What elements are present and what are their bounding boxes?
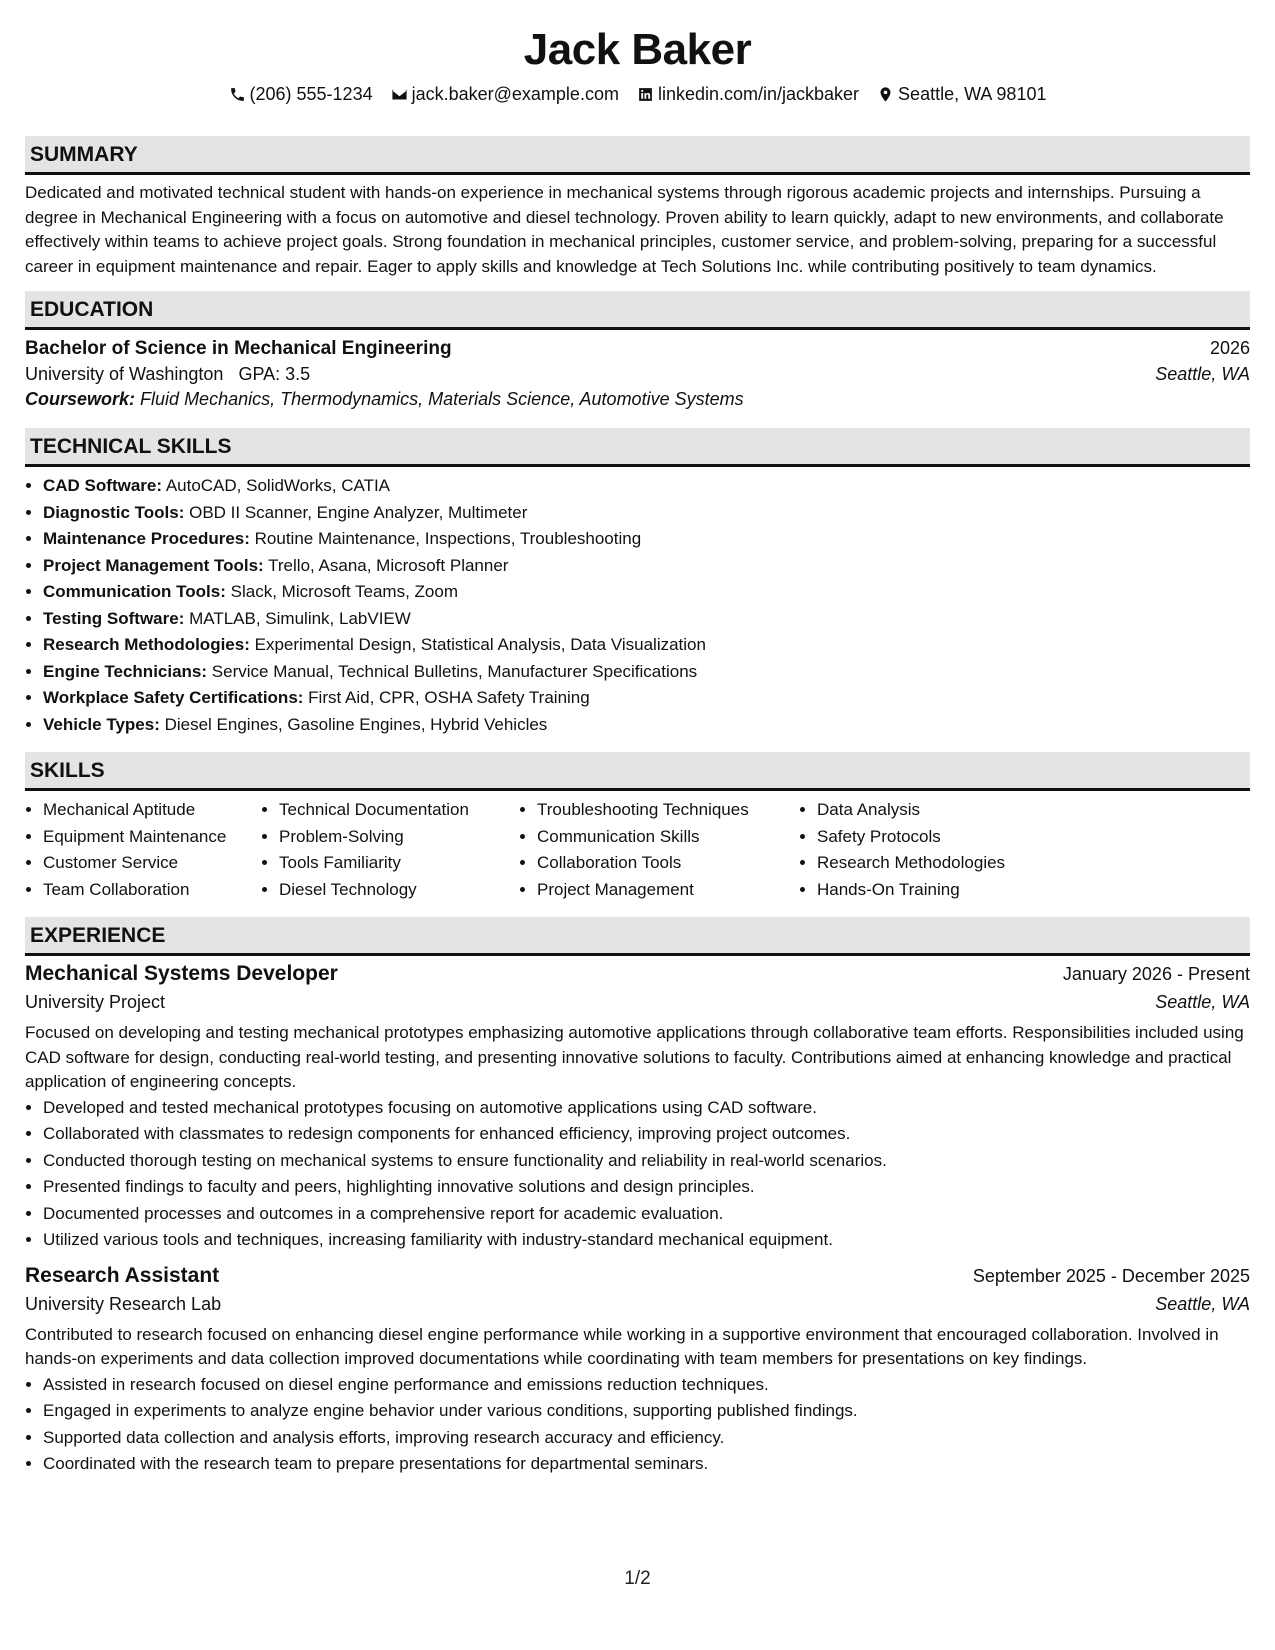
skill-category: Project Management Tools: bbox=[43, 555, 264, 575]
skill-category: Workplace Safety Certifications: bbox=[43, 688, 304, 707]
list-item bbox=[43, 526, 1250, 553]
skill-values: OBD II Scanner, Engine Analyzer, Multimeter bbox=[189, 502, 528, 522]
contact-bar bbox=[25, 82, 1250, 106]
list-item: • Presented findings to faculty and peers, highlighting innovative solutions and design principles. bbox=[43, 1174, 1250, 1201]
skill-values: Service Manual, Technical Bulletins, Manufacturer Specifications bbox=[211, 661, 698, 681]
job-description: Contributed to research focused on enhancing diesel engine performance while working in a supportive environment that encouraged collaboration. Involved in hands-on experiments and data collection improved documentations while coordinating with team members for presentations on key findings. bbox=[25, 1324, 1219, 1368]
skill-category: CAD Software: bbox=[43, 476, 163, 495]
list-item: • Conducted thorough testing on mechanical systems to ensure functionality and reliability in real-world scenarios. bbox=[43, 1148, 1250, 1175]
gpa: GPA: 3.5 bbox=[238, 364, 311, 384]
list-item: • Supported data collection and analysis efforts, improving research accuracy and efficiency. bbox=[43, 1425, 1250, 1452]
skill-category: Communication Tools: bbox=[43, 582, 226, 601]
resume-page bbox=[25, 0, 1250, 1478]
skills-grid bbox=[25, 797, 1250, 903]
education-degree-row bbox=[25, 338, 1250, 360]
list-item: • Collaborated with classmates to redesign components for enhanced efficiency, improving project outcomes. bbox=[43, 1121, 1250, 1148]
skill-values: Experimental Design, Statistical Analysis, Data Visualization bbox=[254, 635, 706, 654]
candidate-name: Jack Baker bbox=[523, 25, 752, 74]
job-org-row bbox=[25, 1294, 1250, 1315]
education-school-row bbox=[25, 364, 1250, 385]
contact-phone bbox=[229, 82, 373, 106]
location-text: Seattle, WA 98101 bbox=[898, 84, 1047, 104]
job-entry bbox=[25, 962, 1250, 1254]
job-title: Research Assistant bbox=[25, 1263, 220, 1287]
contact-linkedin[interactable] bbox=[637, 82, 859, 106]
list-item: • Developed and tested mechanical prototypes focusing on automotive applications using CAD software. bbox=[43, 1095, 1250, 1122]
skills-column-2 bbox=[261, 797, 519, 903]
job-organization: University Research Lab bbox=[25, 1293, 222, 1314]
list-item: • Tools Familiarity bbox=[279, 850, 519, 877]
skill-values: Trello, Asana, Microsoft Planner bbox=[268, 555, 509, 575]
list-item: • Collaboration Tools bbox=[537, 850, 799, 877]
list-item: • Communication Skills bbox=[537, 824, 799, 851]
list-item: • Research Methodologies bbox=[817, 850, 1077, 877]
coursework-list: Fluid Mechanics, Thermodynamics, Materials Science, Automotive Systems bbox=[140, 389, 744, 409]
envelope-icon bbox=[391, 86, 408, 103]
list-item: • Team Collaboration bbox=[43, 877, 261, 904]
skills-column-3 bbox=[519, 797, 799, 903]
email-text: jack.baker@example.com bbox=[411, 84, 619, 104]
list-item: • Utilized various tools and techniques, increasing familiarity with industry-standard mechanical equipment. bbox=[43, 1227, 1250, 1254]
technical-skills-list bbox=[25, 473, 1250, 738]
list-item bbox=[43, 473, 1250, 500]
job-title: Mechanical Systems Developer bbox=[25, 962, 338, 985]
skill-values: MATLAB, Simulink, LabVIEW bbox=[189, 608, 411, 628]
job-bullets bbox=[25, 1095, 1250, 1254]
phone-icon bbox=[229, 86, 246, 103]
list-item bbox=[43, 606, 1250, 633]
job-dates: September 2025 - December 2025 bbox=[972, 1265, 1250, 1286]
school-name: University of Washington bbox=[25, 364, 224, 384]
job-bullets bbox=[25, 1372, 1250, 1478]
section-heading-experience: EXPERIENCE bbox=[25, 917, 1250, 956]
contact-email[interactable] bbox=[391, 82, 619, 106]
linkedin-icon bbox=[637, 86, 654, 103]
job-dates: January 2026 - Present bbox=[1062, 964, 1250, 984]
list-item: • Documented processes and outcomes in a comprehensive report for academic evaluation. bbox=[43, 1201, 1250, 1228]
skill-category: Testing Software: bbox=[43, 608, 185, 628]
skill-values: Routine Maintenance, Inspections, Troubleshooting bbox=[254, 529, 642, 548]
list-item bbox=[43, 579, 1250, 606]
coursework-line bbox=[25, 389, 1250, 410]
list-item: • Diesel Technology bbox=[279, 877, 519, 904]
list-item: • Assisted in research focused on diesel engine performance and emissions reduction techniques. bbox=[43, 1372, 1250, 1399]
skills-column-1 bbox=[25, 797, 261, 903]
list-item: • Data Analysis bbox=[817, 797, 1077, 824]
list-item bbox=[43, 712, 1250, 739]
degree-title: Bachelor of Science in Mechanical Engineering bbox=[25, 338, 452, 359]
school-location: Seattle, WA bbox=[1155, 364, 1250, 384]
phone-text: (206) 555-1234 bbox=[249, 84, 373, 104]
list-item bbox=[43, 685, 1250, 712]
list-item: • Mechanical Aptitude bbox=[43, 797, 261, 824]
skill-values: Slack, Microsoft Teams, Zoom bbox=[230, 582, 458, 601]
skill-values: AutoCAD, SolidWorks, CATIA bbox=[165, 476, 391, 495]
coursework-label: Coursework: bbox=[25, 389, 136, 409]
job-location: Seattle, WA bbox=[1155, 1293, 1250, 1314]
page-number: 1/2 bbox=[624, 1568, 651, 1589]
linkedin-text: linkedin.com/in/jackbaker bbox=[657, 84, 860, 104]
job-organization: University Project bbox=[25, 992, 166, 1012]
skill-category: Vehicle Types: bbox=[43, 714, 160, 734]
section-heading-summary: SUMMARY bbox=[25, 136, 1250, 175]
skill-category: Engine Technicians: bbox=[43, 661, 208, 681]
section-heading-education: EDUCATION bbox=[25, 291, 1250, 330]
list-item: • Customer Service bbox=[43, 850, 261, 877]
list-item: • Project Management bbox=[537, 877, 799, 904]
job-org-row bbox=[25, 992, 1250, 1013]
section-heading-skills: SKILLS bbox=[25, 752, 1250, 791]
list-item: • Hands-On Training bbox=[817, 877, 1077, 904]
skill-category: Diagnostic Tools: bbox=[43, 502, 185, 522]
list-item: • Safety Protocols bbox=[817, 824, 1077, 851]
list-item: • Problem-Solving bbox=[279, 824, 519, 851]
graduation-year: 2026 bbox=[1209, 338, 1250, 358]
list-item: • Troubleshooting Techniques bbox=[537, 797, 799, 824]
list-item bbox=[43, 500, 1250, 527]
list-item bbox=[43, 632, 1250, 659]
list-item: • Coordinated with the research team to prepare presentations for departmental seminars. bbox=[43, 1451, 1250, 1478]
section-heading-technical-skills: TECHNICAL SKILLS bbox=[25, 428, 1250, 467]
list-item bbox=[43, 659, 1250, 686]
map-pin-icon bbox=[877, 86, 894, 103]
job-entry bbox=[25, 1264, 1250, 1478]
skill-values: First Aid, CPR, OSHA Safety Training bbox=[308, 688, 590, 707]
job-description: Focused on developing and testing mechanical prototypes emphasizing automotive applications through collaborative team efforts. Responsibilities included using CAD software for design, conducting real-world testing, and presenting innovative solutions to faculty. Contributions aimed at enhancing knowledge and practical application of engineering concepts. bbox=[25, 1023, 1244, 1091]
skill-category: Research Methodologies: bbox=[43, 635, 250, 654]
skill-category: Maintenance Procedures: bbox=[43, 529, 250, 548]
job-title-row bbox=[25, 1264, 1250, 1288]
job-title-row bbox=[25, 962, 1250, 986]
list-item: • Engaged in experiments to analyze engine behavior under various conditions, supporting published findings. bbox=[43, 1398, 1250, 1425]
school-line bbox=[25, 364, 310, 385]
job-location: Seattle, WA bbox=[1155, 992, 1250, 1012]
list-item: • Technical Documentation bbox=[279, 797, 519, 824]
list-item: • Equipment Maintenance bbox=[43, 824, 261, 851]
contact-location bbox=[877, 82, 1046, 106]
skill-values: Diesel Engines, Gasoline Engines, Hybrid Vehicles bbox=[164, 714, 548, 734]
skills-column-4 bbox=[799, 797, 1077, 903]
summary-text: Dedicated and motivated technical student with hands-on experience in mechanical systems through rigorous academic projects and internships. Pursuing a degree in Mechanical Engineering with a focus on automotive and diesel technology. Proven ability to learn quickly, adapt to new environments, and collaborate effectively within teams to achieve project goals. Strong foundation in mechanical principles, customer service, and problem-solving, preparing for a successful career in equipment maintenance and repair. Eager to apply skills and knowledge at Tech Solutions Inc. while contributing positively to team dynamics. bbox=[25, 183, 1224, 276]
list-item bbox=[43, 553, 1250, 580]
